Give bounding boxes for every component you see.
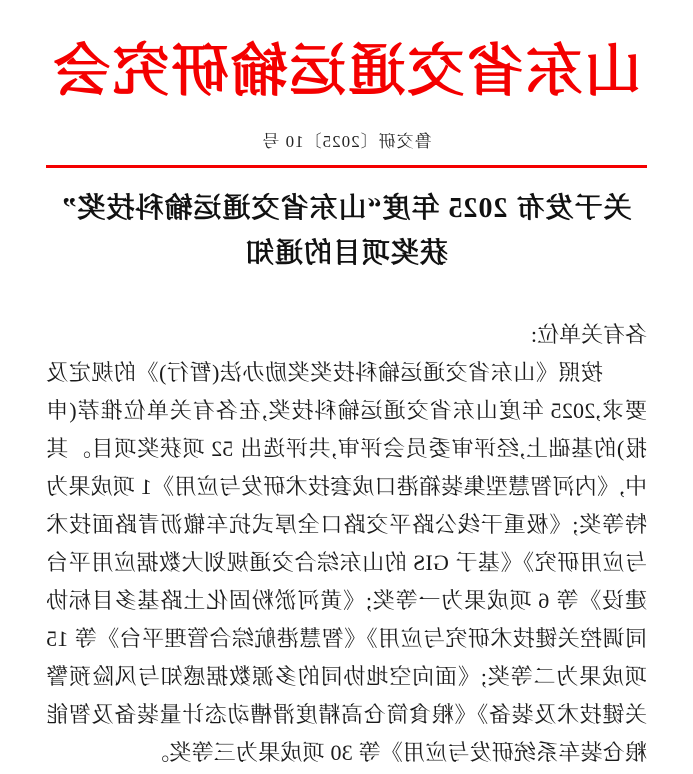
title-line-1: 关于发布 2025 年度“山东省交通运输科技奖”: [61, 193, 632, 225]
letterhead-org-name: 山东省交通运输研究会: [51, 40, 642, 103]
title-line-2: 获奖项目的通知: [245, 238, 449, 270]
body-paragraph: 按照《山东省交通运输科技奖奖励办法(暂行)》的规定及要求,2025 年度山东省交通运输科技奖,在各有关单位推荐(申报)的基础上,经评审委员会评审,共评选出 52 项获奖项目。其中,《内河智慧型集装箱港口成套技术研发与应用》1 项成果为特等奖;《极重干线公路平交路口全厚式抗车辙沥青路面技术与应用研究》《基于 GIS 的山东综合交通规划大数据应用平台建设》等 6 项成果为一等奖;《黄河淤粉固化土路基多目标协同调控关键技术研究与应用》《智慧港航综合管理平台》等 15 项成果为二等奖;《面向空地协同的多源数据感知与风险预警关键技术及装备》《粮食筒仓高精度滑槽动态计量装备及智能粮仓装车系统研发与应用》等 30 项成果为三等奖。: [46, 360, 647, 766]
document-number: 鲁交研〔2025〕10 号: [261, 132, 432, 152]
document-title: [46, 186, 647, 276]
salutation: 各有关单位:: [530, 322, 647, 348]
red-divider-line: [46, 165, 647, 168]
